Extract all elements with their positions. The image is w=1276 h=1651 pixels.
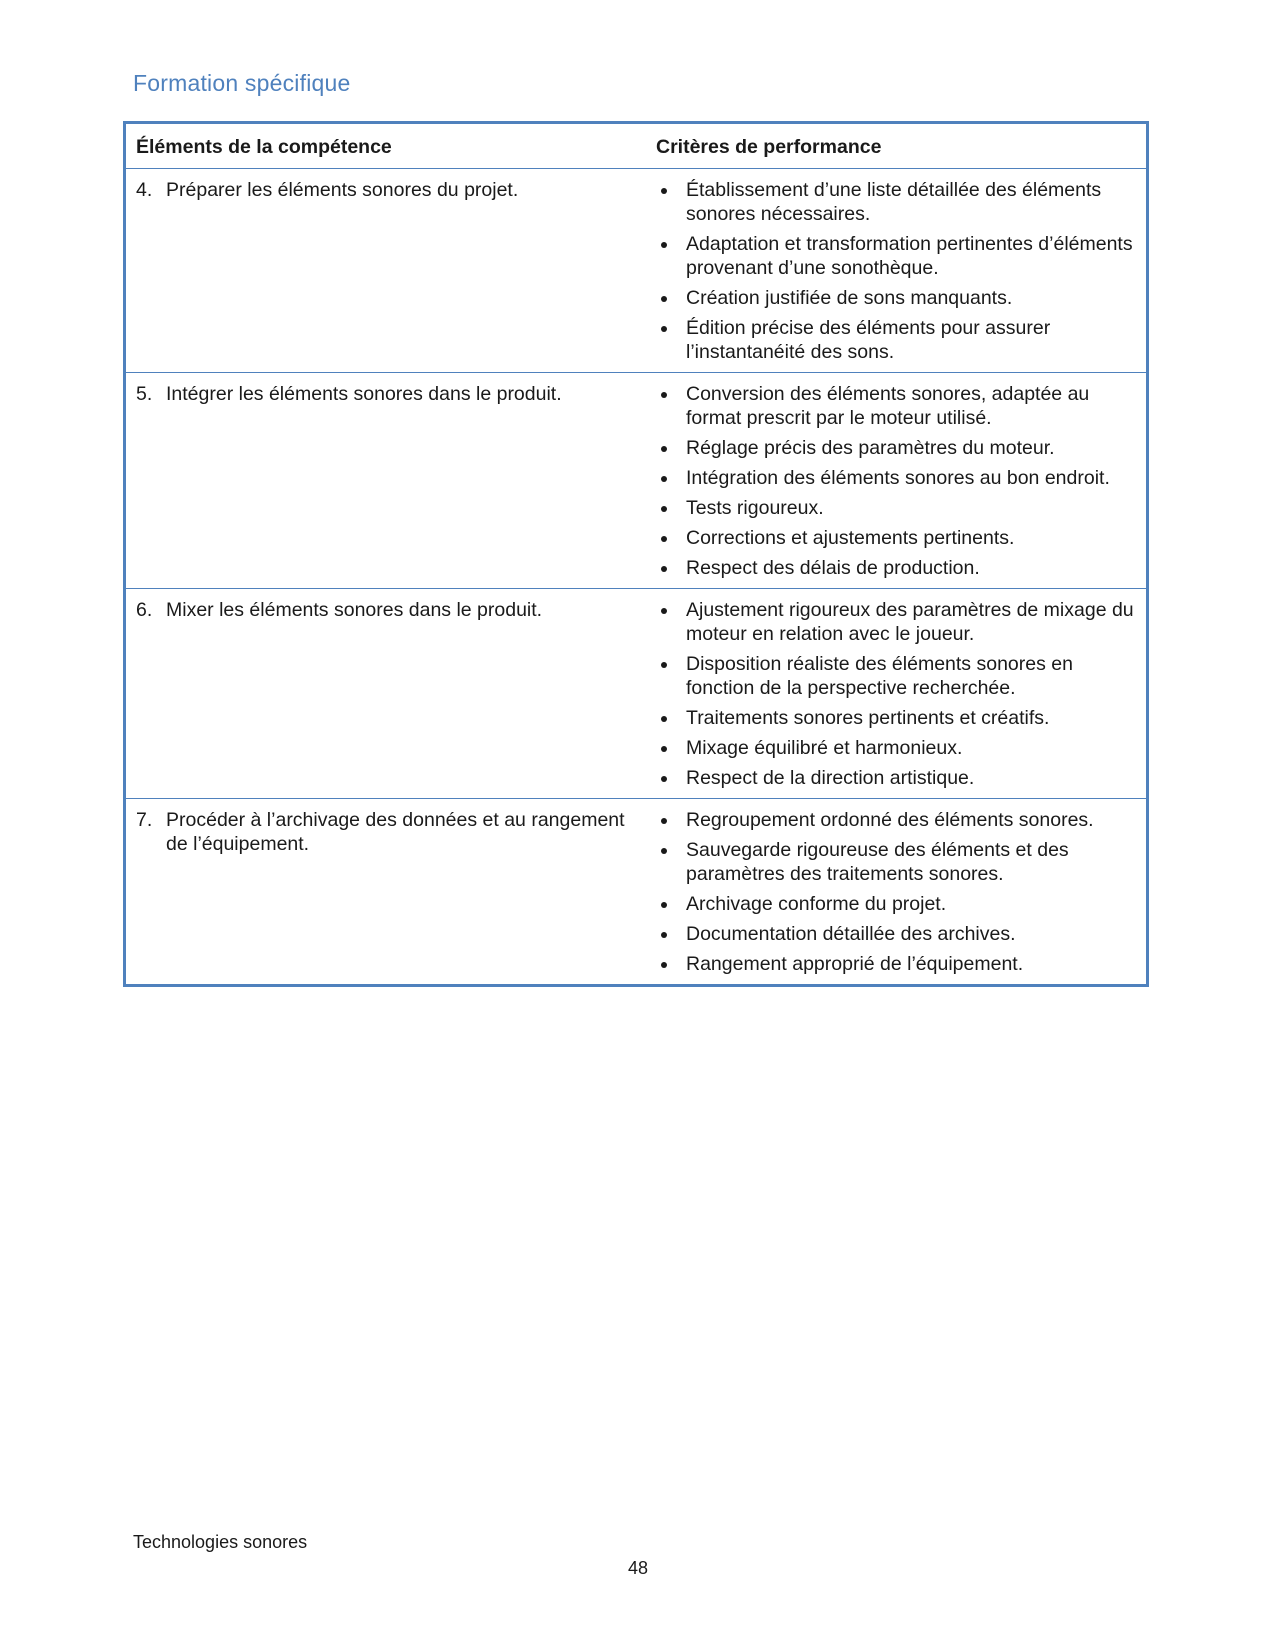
criteria-item: Rangement approprié de l’équipement. [656,952,1136,976]
page-number: 48 [627,1558,649,1578]
table-row [125,589,1148,799]
table-row [125,169,1148,373]
element-number: 5. [136,383,153,405]
criteria-item: Mixage équilibré et harmonieux. [656,736,1136,760]
table-row [125,799,1148,986]
criteria-item: Traitements sonores pertinents et créatifs. [656,706,1136,730]
table-row [125,373,1148,589]
criteria-list [656,808,1136,976]
element-number: 6. [136,599,153,621]
criteria-list [656,178,1136,364]
criteria-item: Respect de la direction artistique. [656,766,1136,790]
criteria-list [656,598,1136,790]
criteria-cell [646,373,1148,589]
footer-label: Technologies sonores [133,1532,308,1552]
criteria-item: Regroupement ordonné des éléments sonores. [656,808,1136,832]
criteria-item: Ajustement rigoureux des paramètres de mixage du moteur en relation avec le joueur. [656,598,1136,646]
criteria-item: Tests rigoureux. [656,496,1136,520]
criteria-item: Adaptation et transformation pertinentes d’éléments provenant d’une sonothèque. [656,232,1136,280]
criteria-item: Sauvegarde rigoureuse des éléments et des paramètres des traitements sonores. [656,838,1136,886]
criteria-item: Conversion des éléments sonores, adaptée au format prescrit par le moteur utilisé. [656,382,1136,430]
criteria-cell [646,589,1148,799]
criteria-item: Édition précise des éléments pour assurer l’instantanéité des sons. [656,316,1136,364]
section-title: Formation spécifique [133,70,351,96]
criteria-item: Corrections et ajustements pertinents. [656,526,1136,550]
element-cell [125,169,647,373]
element-cell [125,589,647,799]
criteria-item: Documentation détaillée des archives. [656,922,1136,946]
criteria-item: Intégration des éléments sonores au bon endroit. [656,466,1136,490]
element-text: Intégrer les éléments sonores dans le produit. [166,383,562,405]
criteria-item: Archivage conforme du projet. [656,892,1136,916]
criteria-item: Disposition réaliste des éléments sonores en fonction de la perspective recherchée. [656,652,1136,700]
element-text: Préparer les éléments sonores du projet. [166,179,519,201]
element-cell [125,373,647,589]
element-text: Procéder à l’archivage des données et au rangement de l’équipement. [166,809,625,855]
element-number: 4. [136,179,153,201]
criteria-list [656,382,1136,580]
criteria-cell [646,169,1148,373]
element-number: 7. [136,809,153,831]
header-criteria: Critères de performance [646,123,1148,169]
header-elements: Éléments de la compétence [125,123,647,169]
criteria-item: Création justifiée de sons manquants. [656,286,1136,310]
element-text: Mixer les éléments sonores dans le produit. [166,599,543,621]
table-header-row [125,123,1148,169]
criteria-cell [646,799,1148,986]
criteria-item: Respect des délais de production. [656,556,1136,580]
element-cell [125,799,647,986]
competency-table [123,121,1149,987]
criteria-item: Réglage précis des paramètres du moteur. [656,436,1136,460]
criteria-item: Établissement d’une liste détaillée des éléments sonores nécessaires. [656,178,1136,226]
